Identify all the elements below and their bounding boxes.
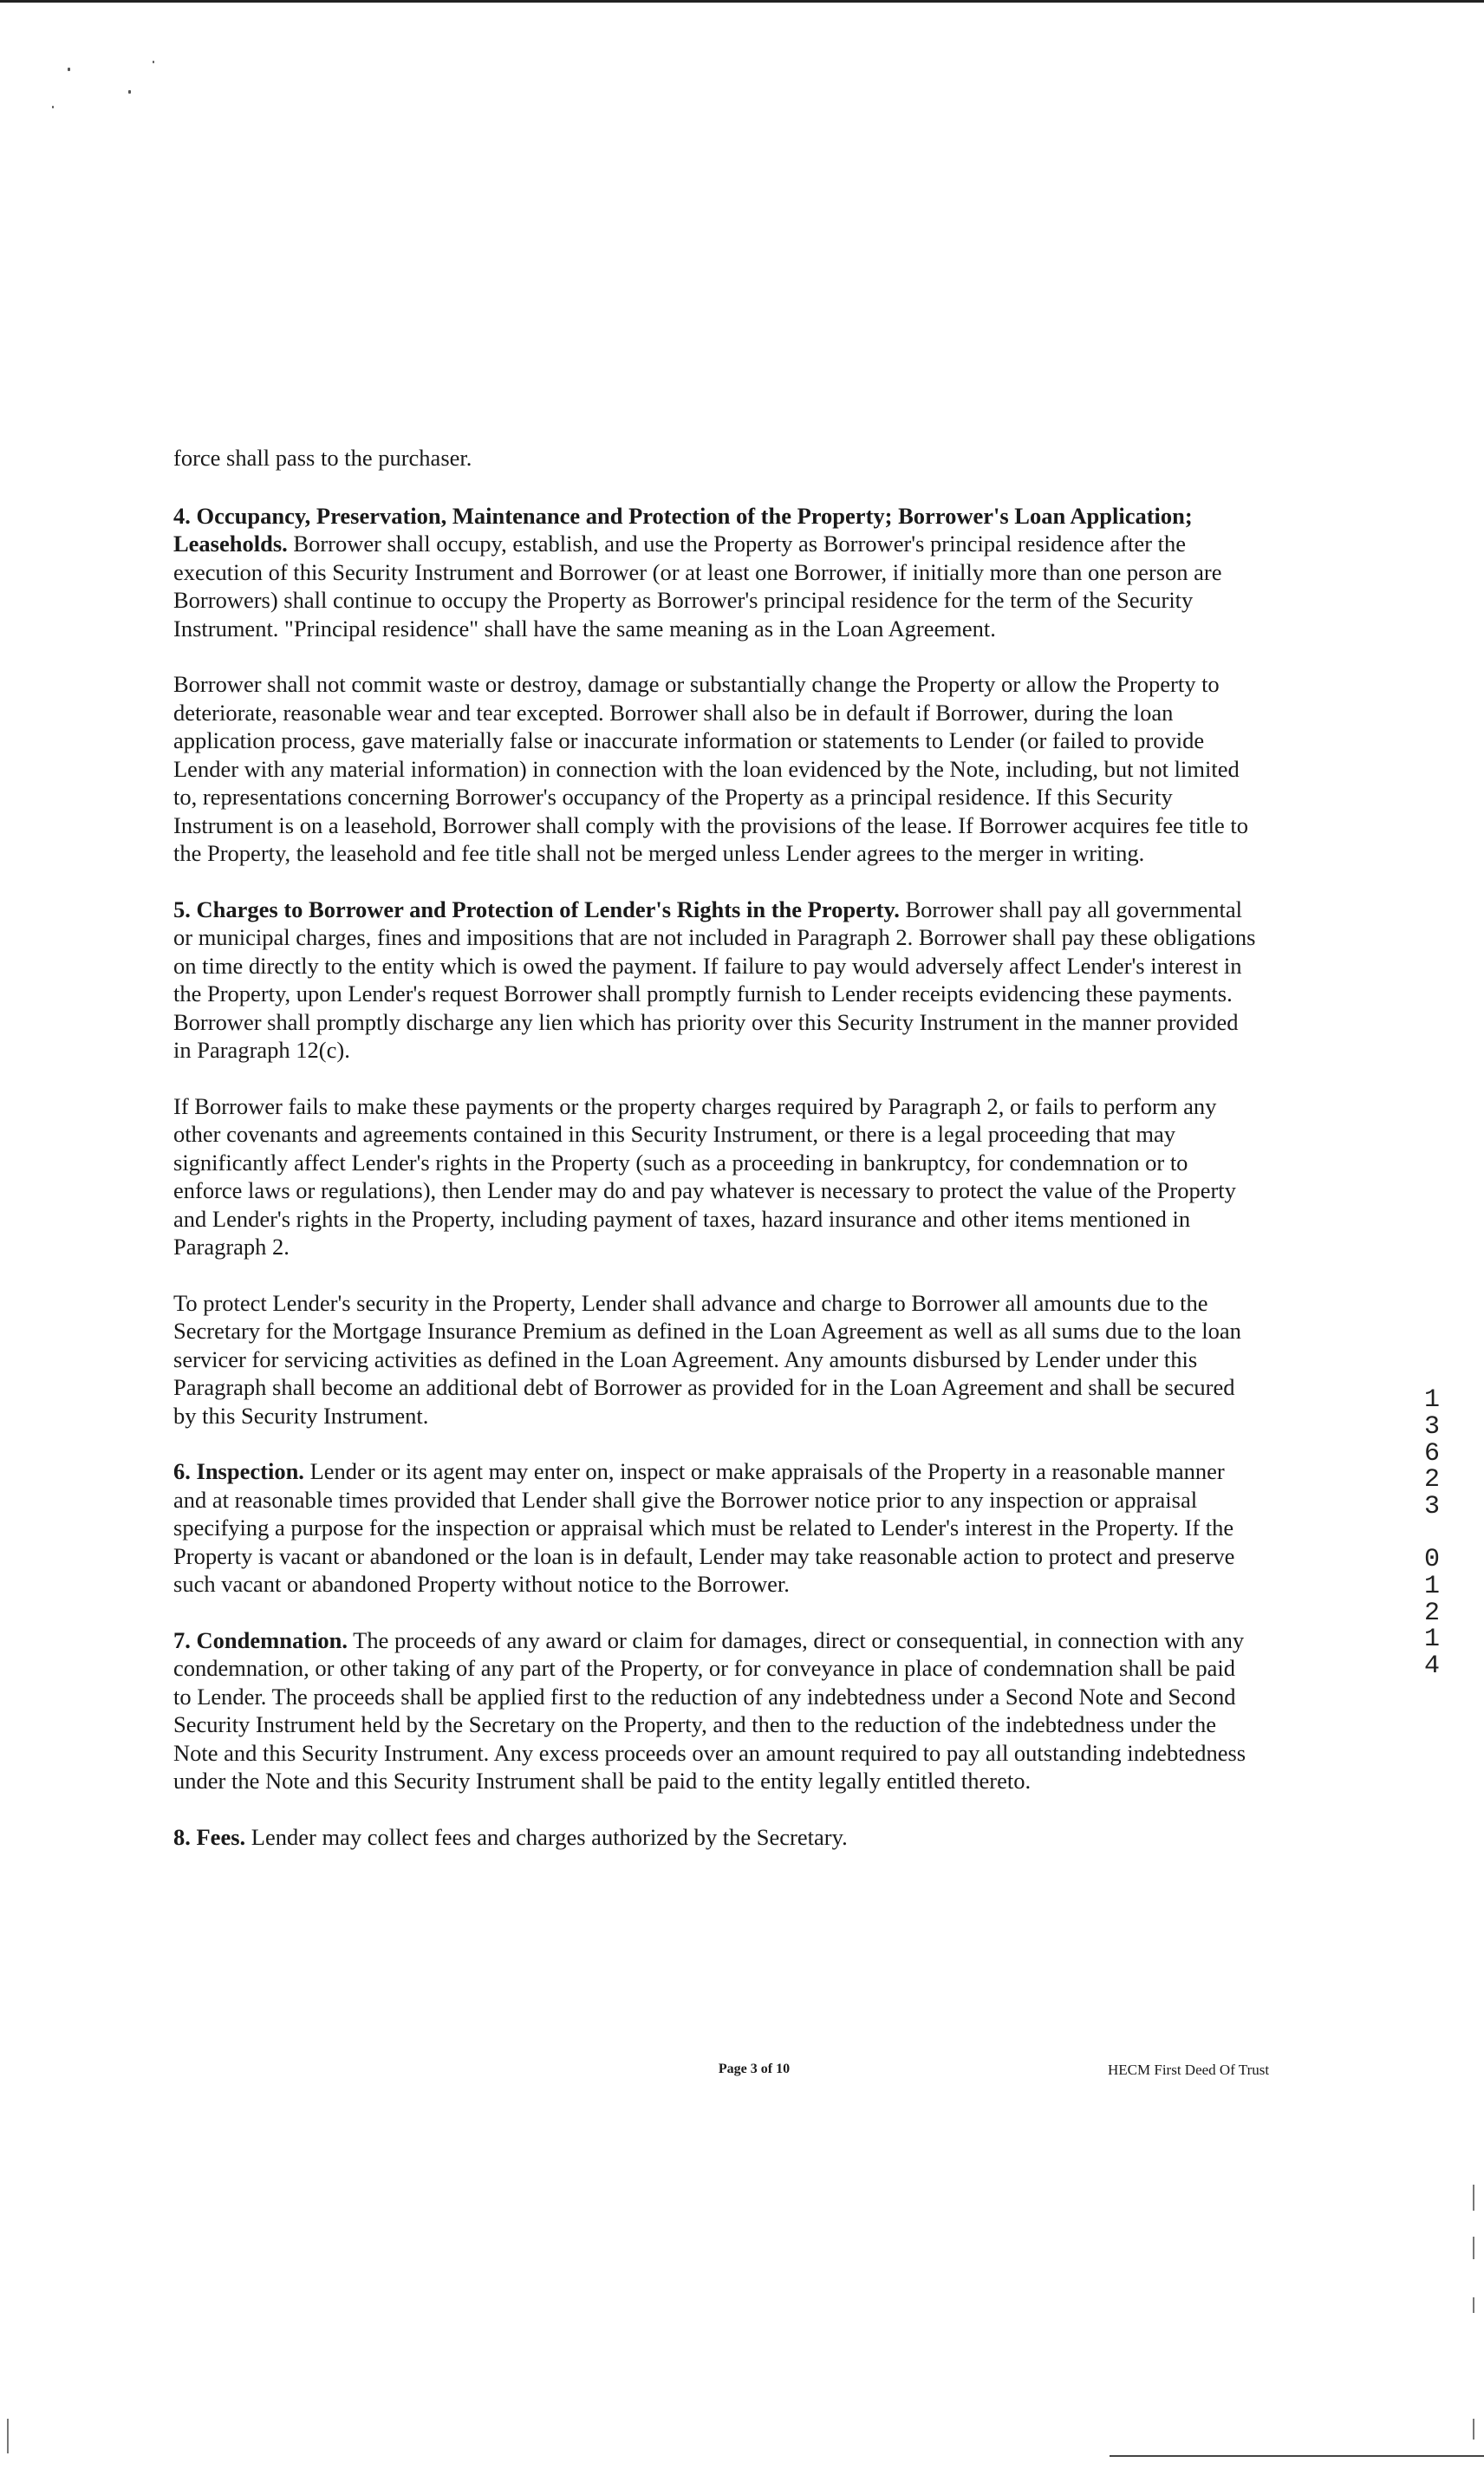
section-4 <box>173 502 1257 643</box>
bottom-scan-edge <box>1110 2455 1484 2457</box>
continuation-text: force shall pass to the purchaser. <box>173 445 472 471</box>
top-scan-edge <box>0 0 1484 3</box>
section-8-heading: 8. Fees. <box>173 1823 246 1850</box>
stamp-gap <box>1419 1521 1445 1547</box>
section-5-heading: 5. Charges to Borrower and Protection of Lender's Rights in the Property. <box>173 896 900 922</box>
scan-edge-mark <box>7 2419 9 2453</box>
scan-edge-mark <box>1473 2185 1474 2211</box>
scan-edge-mark <box>1473 2297 1474 2313</box>
stamp-digit: 2 <box>1423 1465 1440 1495</box>
section-4-paragraph-1: Borrower shall occupy, establish, and use the Property as Borrower's principal residence after the execution of this Security Instrument and Borrower (or at least one Borrower, if initially more than one person are Borrowers) shall continue to occupy the Property as Borrower's principal residence for the term of the Security Instrument. "Principal residence" shall have the same meaning as in the Loan Agreement. <box>173 531 1222 642</box>
section-6-heading: 6. Inspection. <box>173 1458 304 1484</box>
scan-speck <box>153 61 154 63</box>
section-5-paragraph-3: To protect Lender's security in the Property, Lender shall advance and charge to Borrower all amounts due to the Secretary for the Mortgage Insurance Premium as defined in the Loan Agreement as well as all sums due to the loan servicer for servicing activities as defined in the Loan Agreement. Any amounts disbursed by Lender under this Paragraph shall become an additional debt of Borrower as provided for in the Loan Agreement and shall be secured by this Security Instrument. <box>173 1289 1241 1429</box>
section-5-paragraph-2: If Borrower fails to make these payments or the property charges required by Paragraph 2, or fails to perform any other covenants and agreements contained in this Security Instrument, or there is a legal proceeding that may significantly affect Lender's rights in the Property (such as a proceeding in bankruptcy, for condemnation or to enforce laws or regulations), then Lender may do and pay whatever is necessary to protect the value of the Property and Lender's rights in the Property, including payment of taxes, hazard insurance and other items mentioned in Paragraph 2. <box>173 1092 1236 1260</box>
section-4-heading: 4. Occupancy, Preservation, Maintenance and Protection of the Property; Borrower's Loan Application; Leaseholds. <box>173 502 1193 557</box>
scan-edge-mark <box>1473 2419 1474 2440</box>
section-5-paragraph-1: Borrower shall pay all governmental or municipal charges, fines and impositions that are not included in Paragraph 2. Borrower shall pay these obligations on time directly to the entity which is owed the payment. If failure to pay would adversely affect Lender's interest in the Property, upon Lender's request Borrower shall promptly furnish to Lender receipts evidencing these payments. Borrower shall promptly discharge any lien which has priority over this Security Instrument in the manner provided in Paragraph 12(c). <box>173 896 1256 1063</box>
stamp-digit: 2 <box>1423 1598 1440 1628</box>
stamp-digit: 1 <box>1423 1385 1440 1415</box>
stamp-digit: 6 <box>1423 1438 1440 1469</box>
scan-speck <box>128 90 131 94</box>
section-6-paragraph-1: Lender or its agent may enter on, inspect or make appraisals of the Property in a reasonable manner and at reasonable times provided that Lender shall give the Borrower notice prior to any inspection or appraisal specifying a purpose for the inspection or appraisal which must be related to Lender's interest in the Property. If the Property is vacant or abandoned or the loan is in default, Lender may take reasonable action to protect and preserve such vacant or abandoned Property without notice to the Borrower. <box>173 1458 1235 1597</box>
stamp-digit: 1 <box>1423 1571 1440 1601</box>
section-6 <box>173 1457 1257 1599</box>
scan-speck <box>52 106 54 108</box>
recording-number-stamp <box>1419 1387 1445 1680</box>
section-4-paragraph-2: Borrower shall not commit waste or destroy, damage or substantially change the Property or allow the Property to deteriorate, reasonable wear and tear excepted. Borrower shall also be in default if Borrower, during the loan application process, gave materially false or inaccurate information or statements to Lender (or failed to provide Lender with any material information) in connection with the loan evidenced by the Note, including, but not limited to, representations concerning Borrower's occupancy of the Property as a principal residence. If this Security Instrument is on a leasehold, Borrower shall comply with the provisions of the lease. If Borrower acquires fee title to the Property, the leasehold and fee title shall not be merged unless Lender agrees to the merger in writing. <box>173 671 1249 866</box>
stamp-digit: 3 <box>1423 1492 1440 1522</box>
section-7 <box>173 1626 1257 1795</box>
stamp-digit: 4 <box>1423 1651 1440 1682</box>
section-8 <box>173 1823 1257 1852</box>
scan-edge-mark <box>1473 2237 1474 2259</box>
stamp-digit: 3 <box>1423 1411 1440 1442</box>
document-title-footer: HECM First Deed Of Trust <box>1108 2062 1270 2078</box>
section-8-paragraph-1: Lender may collect fees and charges authorized by the Secretary. <box>251 1823 848 1850</box>
section-5 <box>173 896 1257 1065</box>
page-number: Page 3 of 10 <box>718 2062 791 2076</box>
section-7-heading: 7. Condemnation. <box>173 1626 348 1653</box>
stamp-digit: 0 <box>1423 1544 1440 1574</box>
stamp-digit: 1 <box>1423 1625 1440 1655</box>
document-body <box>173 444 1257 1879</box>
scan-speck <box>68 68 70 71</box>
section-7-paragraph-1: The proceeds of any award or claim for damages, direct or consequential, in connection with any condemnation, or other taking of any part of the Property, or for conveyance in place of condemnation shall be paid to Lender. The proceeds shall be applied first to the reduction of any indebtedness under a Second Note and Second Security Instrument held by the Secretary on the Property, and then to the reduction of the indebtedness under the Note and this Security Instrument. Any excess proceeds over an amount required to pay all outstanding indebtedness under the Note and this Security Instrument shall be paid to the entity legally entitled thereto. <box>173 1626 1246 1794</box>
